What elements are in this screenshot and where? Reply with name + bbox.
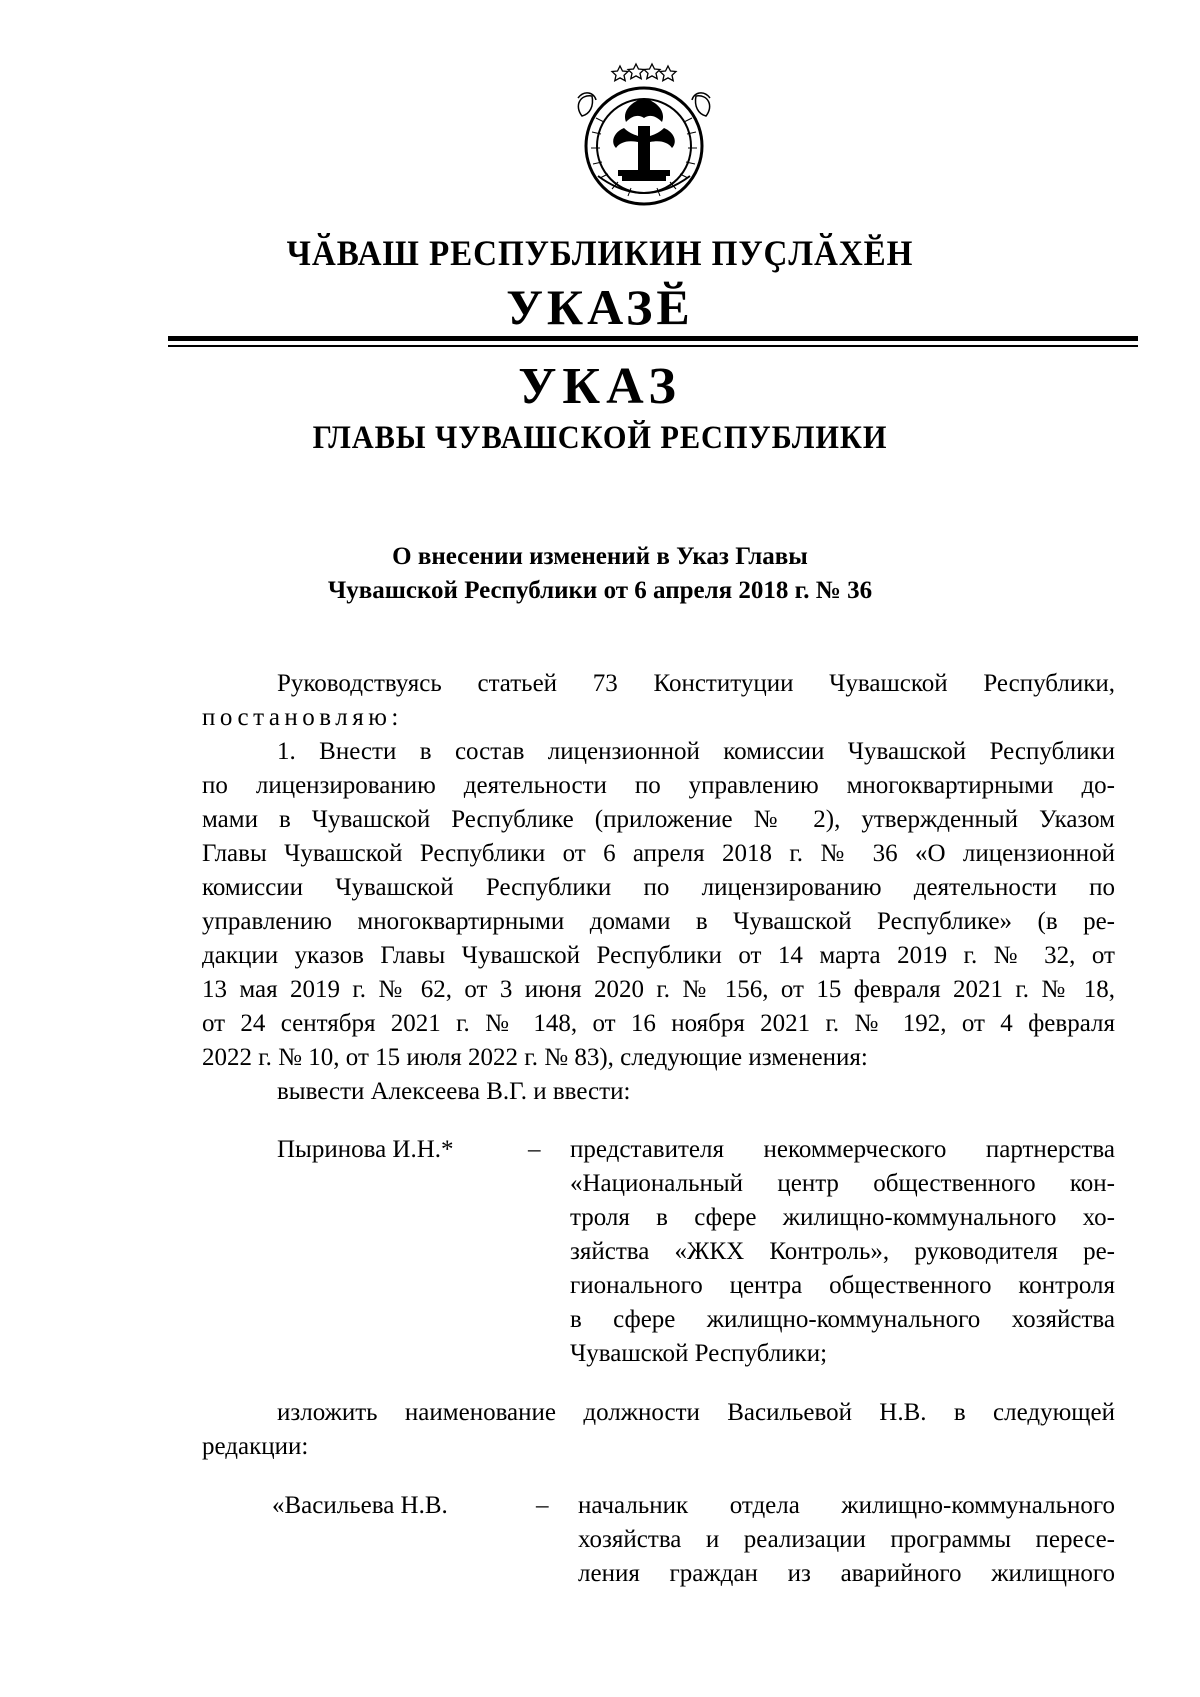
russian-header-line1: УКАЗ	[518, 358, 682, 415]
item1-line: 1. Внести в состав лицензионной комиссии Чувашской Республики	[277, 738, 1115, 765]
header-divider-thick	[168, 336, 1138, 341]
chuvash-header-line2: УКАЗӖ	[506, 279, 694, 335]
member1-line: троля в сфере жилищно-коммунального хо-	[570, 1204, 1115, 1231]
member1-dash: –	[528, 1136, 541, 1163]
member1-line: гионального центра общественного контроля	[570, 1272, 1115, 1299]
preamble-line2: постановляю:	[202, 704, 403, 731]
item1-line: от 24 сентября 2021 г. № 148, от 16 ноября 2021 г. № 192, от 4 февраля	[202, 1010, 1115, 1037]
item1-line: Главы Чувашской Республики от 6 апреля 2018 г. № 36 «О лицензионной	[202, 840, 1115, 867]
item1-line: комиссии Чувашской Республики по лицензированию деятельности по	[202, 874, 1115, 901]
russian-header-line2: ГЛАВЫ ЧУВАШСКОЙ РЕСПУБЛИКИ	[312, 420, 888, 456]
member2-dash: –	[536, 1492, 549, 1519]
member1-line: Чувашской Республики;	[570, 1340, 828, 1367]
member2-line: начальник отдела жилищно-коммунального	[578, 1492, 1115, 1519]
member1-line: представителя некоммерческого партнерства	[570, 1136, 1115, 1163]
member1-name: Пыринова И.Н.*	[277, 1136, 454, 1163]
member1-line: «Национальный центр общественного кон-	[570, 1170, 1115, 1197]
preamble-line1: Руководствуясь статьей 73 Конституции Чувашской Республики,	[277, 670, 1115, 697]
document-title	[0, 540, 1200, 608]
document-title-line2: Чувашской Республики от 6 апреля 2018 г. № 36	[327, 577, 873, 604]
member2-line: ления граждан из аварийного жилищного	[578, 1560, 1115, 1587]
change2-line2: редакции:	[202, 1433, 309, 1460]
member1-line: в сфере жилищно-коммунального хозяйства	[570, 1306, 1115, 1333]
item1-line: по лицензированию деятельности по управлению многоквартирными до-	[202, 772, 1115, 799]
item1-instruction: вывести Алексеева В.Г. и ввести:	[277, 1078, 631, 1105]
chuvash-header-line1: ЧӐВАШ РЕСПУБЛИКИН ПУҪЛӐХӖН	[286, 233, 914, 273]
item1-line: управлению многоквартирными домами в Чувашской Республике» (в ре-	[202, 908, 1115, 935]
header-divider-thin	[168, 345, 1138, 347]
member1-line: зяйства «ЖКХ Контроль», руководителя ре-	[570, 1238, 1115, 1265]
item1-line: мами в Чувашской Республике (приложение № 2), утвержденный Указом	[202, 806, 1115, 833]
document-title-line1: О внесении изменений в Указ Главы	[392, 543, 808, 570]
coat-of-arms-emblem	[568, 58, 720, 208]
item1-line: дакции указов Главы Чувашской Республики от 14 марта 2019 г. № 32, от	[202, 942, 1115, 969]
member2-line: хозяйства и реализации программы пересе-	[578, 1526, 1115, 1553]
change2-line1: изложить наименование должности Васильевой Н.В. в следующей	[277, 1399, 1115, 1426]
member2-name: «Васильева Н.В.	[272, 1492, 448, 1519]
item1-line: 13 мая 2019 г. № 62, от 3 июня 2020 г. № 156, от 15 февраля 2021 г. № 18,	[202, 976, 1115, 1003]
item1-line: 2022 г. № 10, от 15 июля 2022 г. № 83), следующие изменения:	[202, 1044, 868, 1071]
